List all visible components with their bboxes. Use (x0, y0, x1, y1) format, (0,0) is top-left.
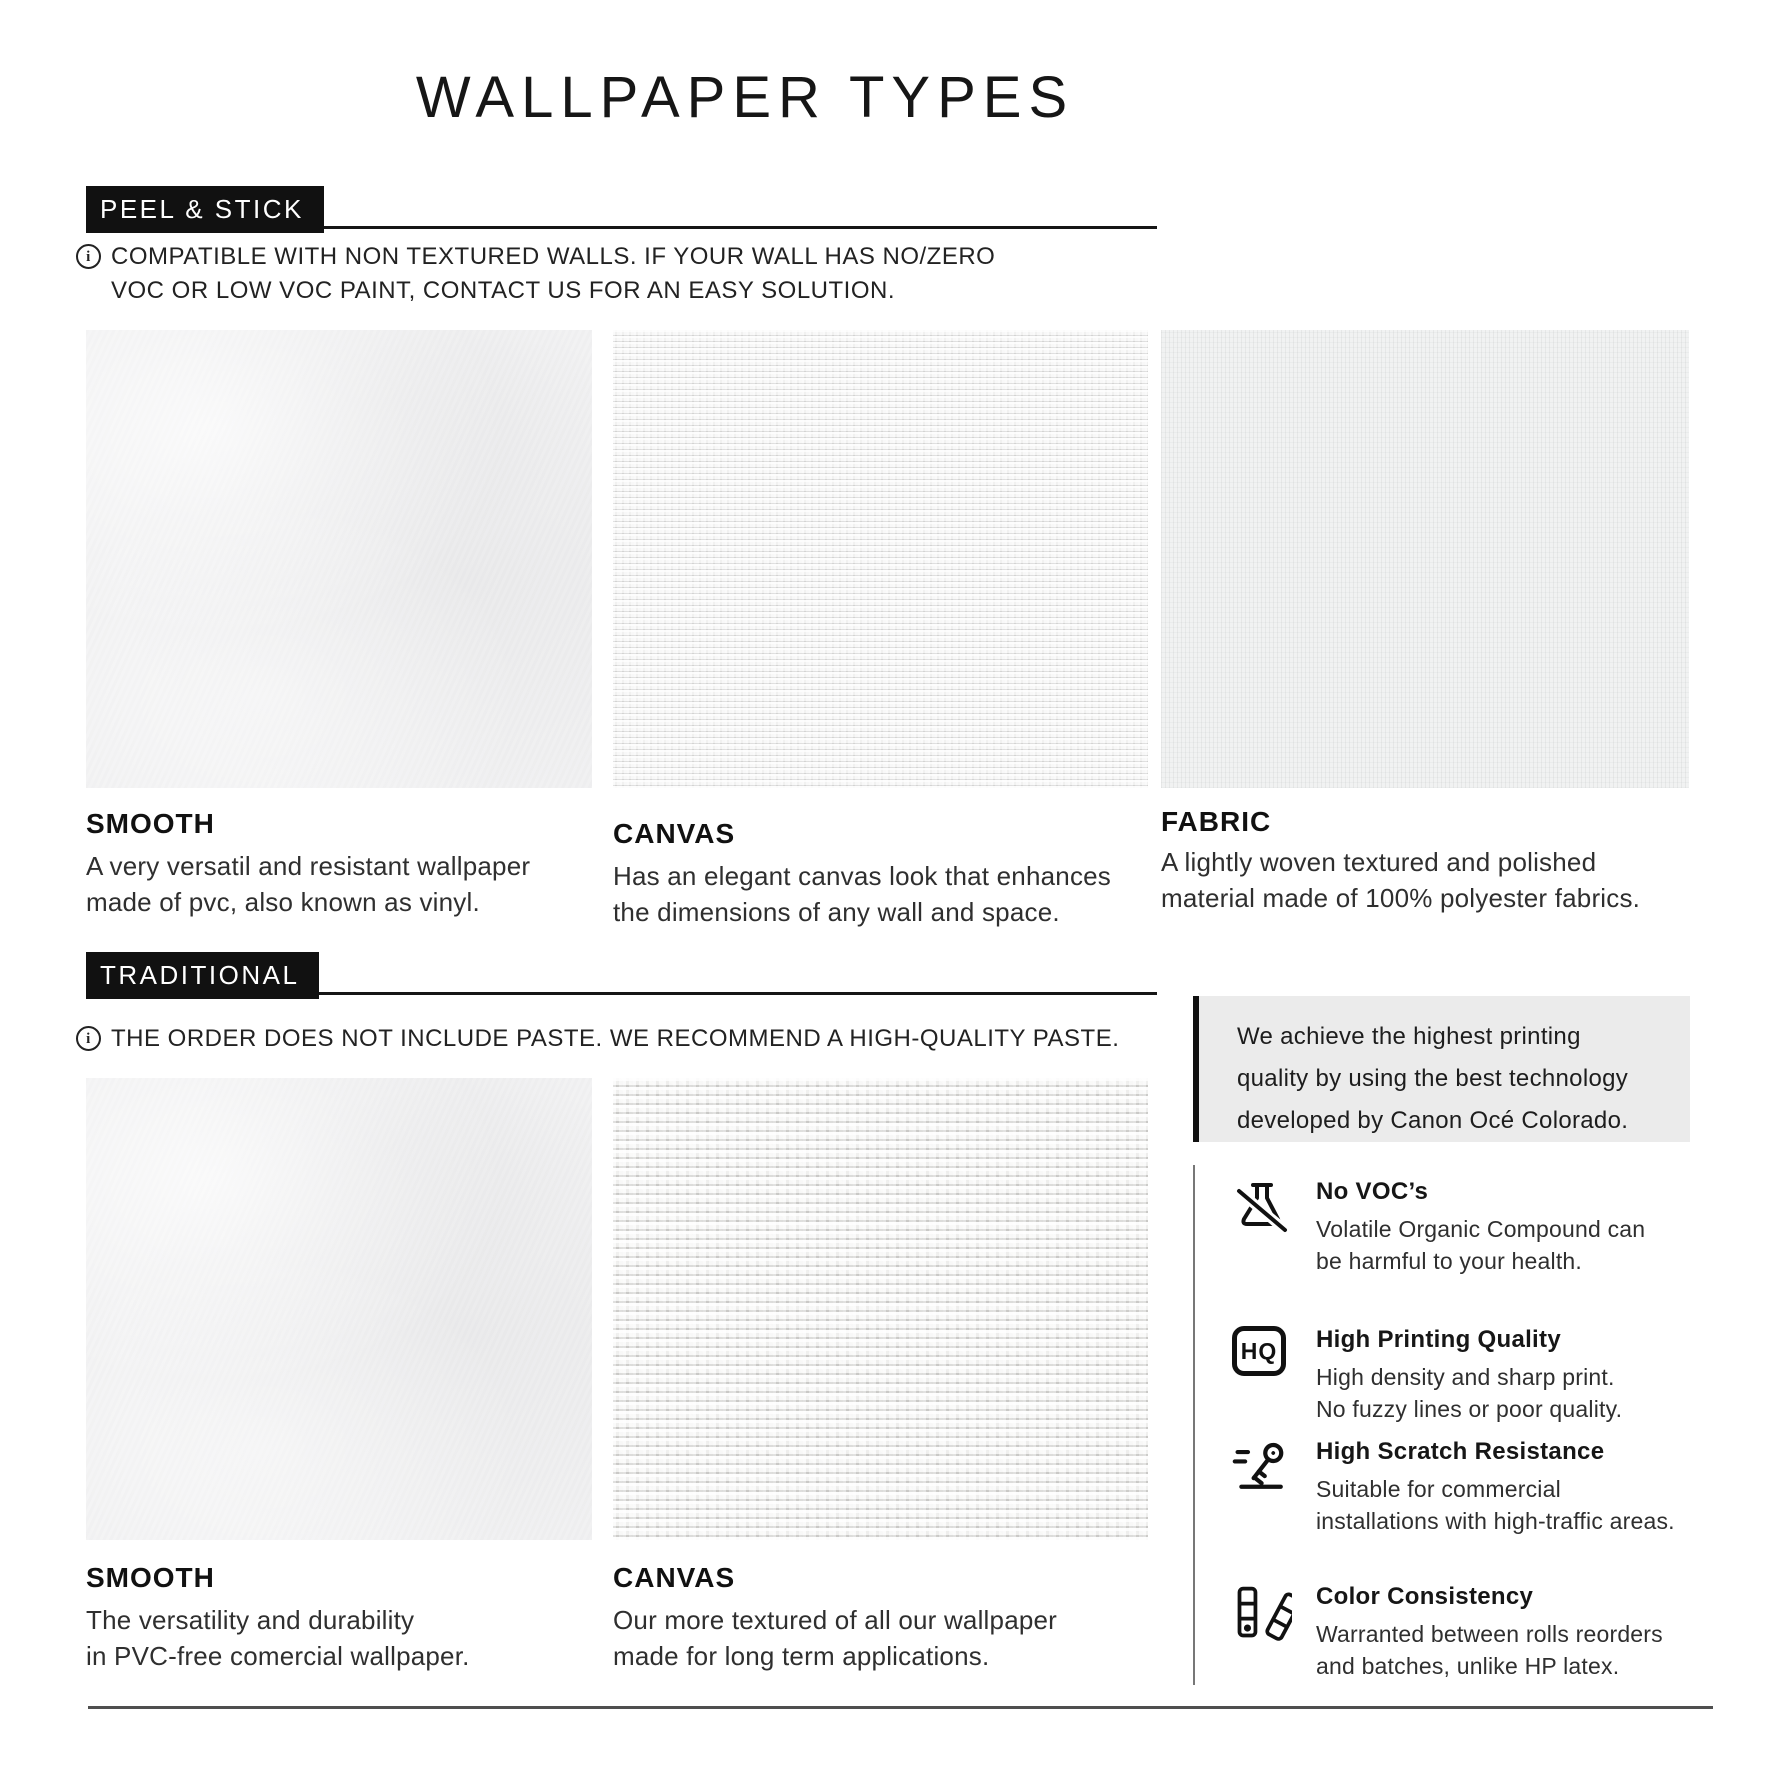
swatch-title-smooth: SMOOTH (86, 808, 215, 839)
feature-no-voc (1232, 1178, 1702, 1277)
callout-line: We achieve the highest printing (1237, 1023, 1581, 1050)
info-icon: i (76, 244, 101, 269)
feature-description (1316, 1473, 1675, 1537)
feature-text (1316, 1326, 1622, 1425)
callout-line: developed by Canon Océ Colorado. (1237, 1107, 1629, 1134)
swatch-peel-stick-fabric (1161, 330, 1689, 788)
feature-description (1316, 1361, 1622, 1425)
swatch-title-canvas-traditional: CANVAS (613, 1562, 736, 1593)
feature-title: High Printing Quality (1316, 1326, 1561, 1353)
desc-line: A very versatil and resistant wallpaper (86, 851, 531, 881)
desc-line: A lightly woven textured and polished (1161, 847, 1597, 877)
feature-text (1316, 1178, 1645, 1277)
desc-line: Volatile Organic Compound can (1316, 1216, 1646, 1242)
key-icon (1232, 1438, 1294, 1537)
desc-line: Suitable for commercial (1316, 1476, 1561, 1502)
section-label-traditional: TRADITIONAL (86, 952, 319, 999)
desc-line: be harmful to your health. (1316, 1248, 1583, 1274)
note-line: THE ORDER DOES NOT INCLUDE PASTE. WE RECOMMEND A HIGH-QUALITY PASTE. (111, 1025, 1120, 1052)
feature-high-printing-quality (1232, 1326, 1702, 1425)
desc-line: The versatility and durability (86, 1605, 415, 1635)
desc-line: Warranted between rolls reorders (1316, 1621, 1663, 1647)
desc-line: the dimensions of any wall and space. (613, 897, 1060, 927)
note-line: VOC OR LOW VOC PAINT, CONTACT US FOR AN EASY SOLUTION. (111, 277, 896, 304)
desc-line: Has an elegant canvas look that enhances (613, 861, 1112, 891)
desc-line: Our more textured of all our wallpaper (613, 1605, 1058, 1635)
swatch-title-canvas: CANVAS (613, 818, 736, 849)
peel-stick-note-text (111, 240, 995, 308)
desc-line: and batches, unlike HP latex. (1316, 1653, 1620, 1679)
desc-line: No fuzzy lines or poor quality. (1316, 1396, 1623, 1422)
section-label-peel-stick: PEEL & STICK (86, 186, 324, 233)
bottom-divider (88, 1706, 1713, 1709)
no-voc-icon (1232, 1178, 1294, 1277)
feature-description (1316, 1618, 1663, 1682)
callout-line: quality by using the best technology (1237, 1065, 1629, 1092)
swatch-peel-stick-smooth (86, 330, 592, 788)
swatch-description-smooth-traditional (86, 1602, 470, 1674)
peel-stick-note (76, 240, 995, 308)
swatch-description-fabric (1161, 844, 1640, 916)
info-icon: i (76, 1026, 101, 1051)
page-title: WALLPAPER TYPES (415, 65, 1075, 130)
desc-line: made of pvc, also known as vinyl. (86, 887, 480, 917)
swatch-traditional-canvas (613, 1078, 1148, 1540)
feature-title: High Scratch Resistance (1316, 1438, 1605, 1465)
desc-line: installations with high-traffic areas. (1316, 1508, 1675, 1534)
feature-description (1316, 1213, 1645, 1277)
swatch-description-canvas (613, 858, 1111, 930)
feature-text (1316, 1438, 1675, 1537)
note-line: COMPATIBLE WITH NON TEXTURED WALLS. IF YOUR WALL HAS NO/ZERO (111, 243, 996, 270)
feature-title: Color Consistency (1316, 1583, 1534, 1610)
desc-line: in PVC-free comercial wallpaper. (86, 1641, 470, 1671)
swatch-title-fabric: FABRIC (1161, 806, 1272, 837)
swatch-traditional-smooth (86, 1078, 592, 1540)
desc-line: made for long term applications. (613, 1641, 990, 1671)
feature-high-scratch-resistance (1232, 1438, 1702, 1537)
feature-text (1316, 1583, 1663, 1682)
printing-quality-callout (1199, 996, 1690, 1142)
feature-color-consistency (1232, 1583, 1702, 1682)
desc-line: material made of 100% polyester fabrics. (1161, 883, 1641, 913)
swatch-peel-stick-canvas (613, 330, 1148, 788)
desc-line: High density and sharp print. (1316, 1364, 1615, 1390)
feature-title: No VOC’s (1316, 1178, 1429, 1205)
swatch-description-canvas-traditional (613, 1602, 1057, 1674)
hq-icon: HQ (1232, 1326, 1294, 1425)
color-swatch-icon (1232, 1583, 1294, 1682)
features-divider-line (1193, 1165, 1195, 1685)
swatch-description-smooth (86, 848, 530, 920)
swatch-title-smooth-traditional: SMOOTH (86, 1562, 215, 1593)
traditional-note (76, 1022, 1119, 1056)
traditional-note-text (111, 1022, 1119, 1056)
